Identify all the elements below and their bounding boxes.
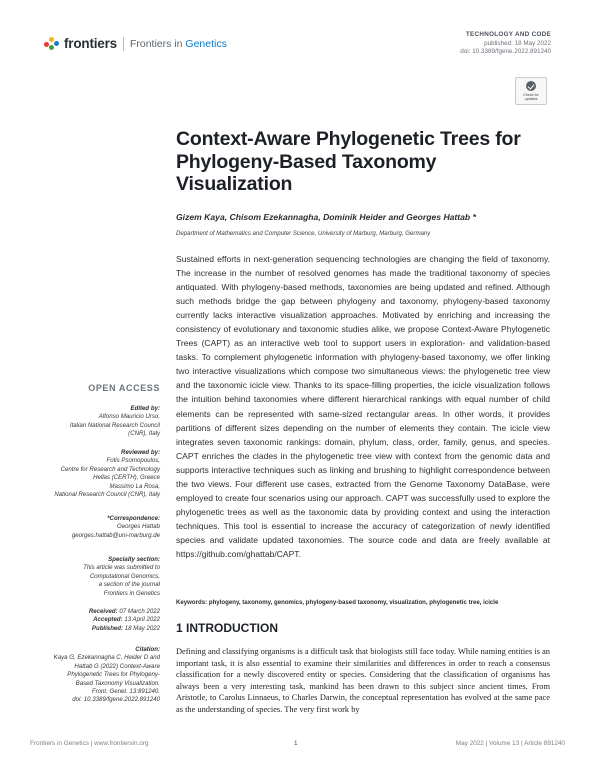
citation: Citation: Kaya G, Ezekannagha C, Heider D and Hattab G (2022) Context-Aware Phylogenetic Trees for Phylogeny- Based Taxonomy Visualization. Front. Genet. 13:891240. doi: 10.3389/fgene.2022.891240 (30, 646, 160, 705)
article-type: TECHNOLOGY AND CODE (465, 31, 551, 38)
badge-label: Check for updates (523, 93, 539, 102)
edited-by: Edited by: Alfonso Mauricio Urso, Italian National Research Council (CNR), Italy (69, 405, 160, 438)
authors: Gizem Kaya, Chisom Ezekannagha, Dominik Heider and Georges Hattab * (176, 212, 476, 222)
citation-doi[interactable]: doi: 10.3389/fgene.2022.891240 (72, 696, 160, 704)
abstract: Sustained efforts in next-generation sequencing technologies are changing the field of taxonomy. The increase in the number of resolved genomes has made the traditional taxonomy of species antiquated. With phylogeny-based methods, taxonomies are being updated and refined. Although such methods bridge the gap between phylogeny and taxonomy, phylogeny-based taxonomy currently lacks interactive visualization approaches. Motivated by enriching and increasing the consistency of evolutionary and taxonomic studies alike, we propose Context-Aware Phylogenetic Trees (CAPT) as an interactive web tool to support users in exploration- and validation-based tasks. To complement phylogenetic information with phylogeny-based taxonomy, we offer linking two interactive visualizations which compose two simultaneous views: the phylogenetic tree view and the taxonomic icicle view. Thanks to its space-filling properties, the icicle visualization follows the intuition behind taxonomies where different hierarchical rankings with equal number of child elements can be represented with same-sized rectangular areas. In other words, it provides partitions of different sizes depending on the number of elements they contain. The icicle view integrates seven taxonomic rankings: domain, phylum, class, order, family, genus, and species. CAPT enriches the clades in the phylogenetic tree view with context from the genomic data and supports interactive techniques such as linking and brushing to highlight correspondence between the two views. Four different use cases, extracted from the Genome Taxonomy DataBase, were employed to create four scenarios using our approach. CAPT was successfully used to explore the phylogenetic trees as well as the taxonomic data by providing context and using the interaction techniques. This tool is essential to increase the accuracy of categorization of newly identified species and validate updated taxonomies. The source code and data are freely available at https://github.com/ghattab/CAPT. (176, 254, 550, 559)
check-for-updates-badge[interactable] (515, 77, 547, 105)
article-dates (30, 608, 160, 633)
section-heading: 1 INTRODUCTION (176, 621, 278, 635)
page-number: 1 (294, 740, 298, 747)
published-date-sidebar: Published: 18 May 2022 (91, 624, 160, 632)
footer-journal[interactable]: Frontiers in Genetics | www.frontiersin.org (30, 740, 149, 747)
keywords: Keywords: phylogeny, taxonomy, genomics, phylogeny-based taxonomy, visualization, phylogenetic tree, icicle (176, 599, 499, 606)
article-title: Context-Aware Phylogenetic Trees for Phylogeny-Based Taxonomy Visualization (176, 128, 521, 195)
open-access-label: OPEN ACCESS (88, 383, 160, 393)
introduction-text: Defining and classifying organisms is a difficult task that biologists still face today. While naming entities is an important task, it is also essential to examine their similarities and differences in order to reach a consensus classification for a newly discovered entity or species. Considering that the classification of organisms has always been a very interesting task, mankind has been drawn to this subject since ancient times. From Aristotle, to Carolus Linnaeus, to Charles Darwin, the conceptual representation has evolved at the same pace as the understanding of species. The very first work by (176, 647, 550, 714)
reviewed-by: Reviewed by: Fotis Psomopoulos, Centre for Research and Technology Hellas (CERTH), Greece Massimo La Rosa, National Research Council (CNR), Italy (54, 449, 160, 499)
affiliation: Department of Mathematics and Computer Science, University of Marburg, Marburg, Germany (176, 230, 431, 237)
published-date: published: 18 May 2022 (484, 39, 551, 47)
doi[interactable]: doi: 10.3389/fgene.2022.891240 (460, 48, 551, 56)
frontiers-logo-icon (44, 37, 60, 51)
accepted-date: Accepted: 13 April 2022 (93, 616, 160, 624)
received-date: Received: 07 March 2022 (88, 608, 160, 615)
check-icon (526, 81, 536, 91)
article-meta (460, 31, 551, 57)
footer-issue: May 2022 | Volume 13 | Article 891240 (455, 740, 565, 747)
specialty-section: Specialty section: This article was submitted to Computational Genomics, a section of the journal Frontiers in Genetics (83, 556, 160, 597)
journal-name: Frontiers in Genetics (129, 37, 227, 50)
logo-divider (123, 37, 124, 51)
correspondence-email[interactable]: georges.hattab@uni-marburg.de (71, 531, 160, 539)
correspondence: *Correspondence: Georges Hattab georges.hattab@uni-marburg.de (30, 515, 160, 540)
journal-logo[interactable] (44, 36, 227, 51)
brand-name: frontiers (64, 36, 117, 51)
